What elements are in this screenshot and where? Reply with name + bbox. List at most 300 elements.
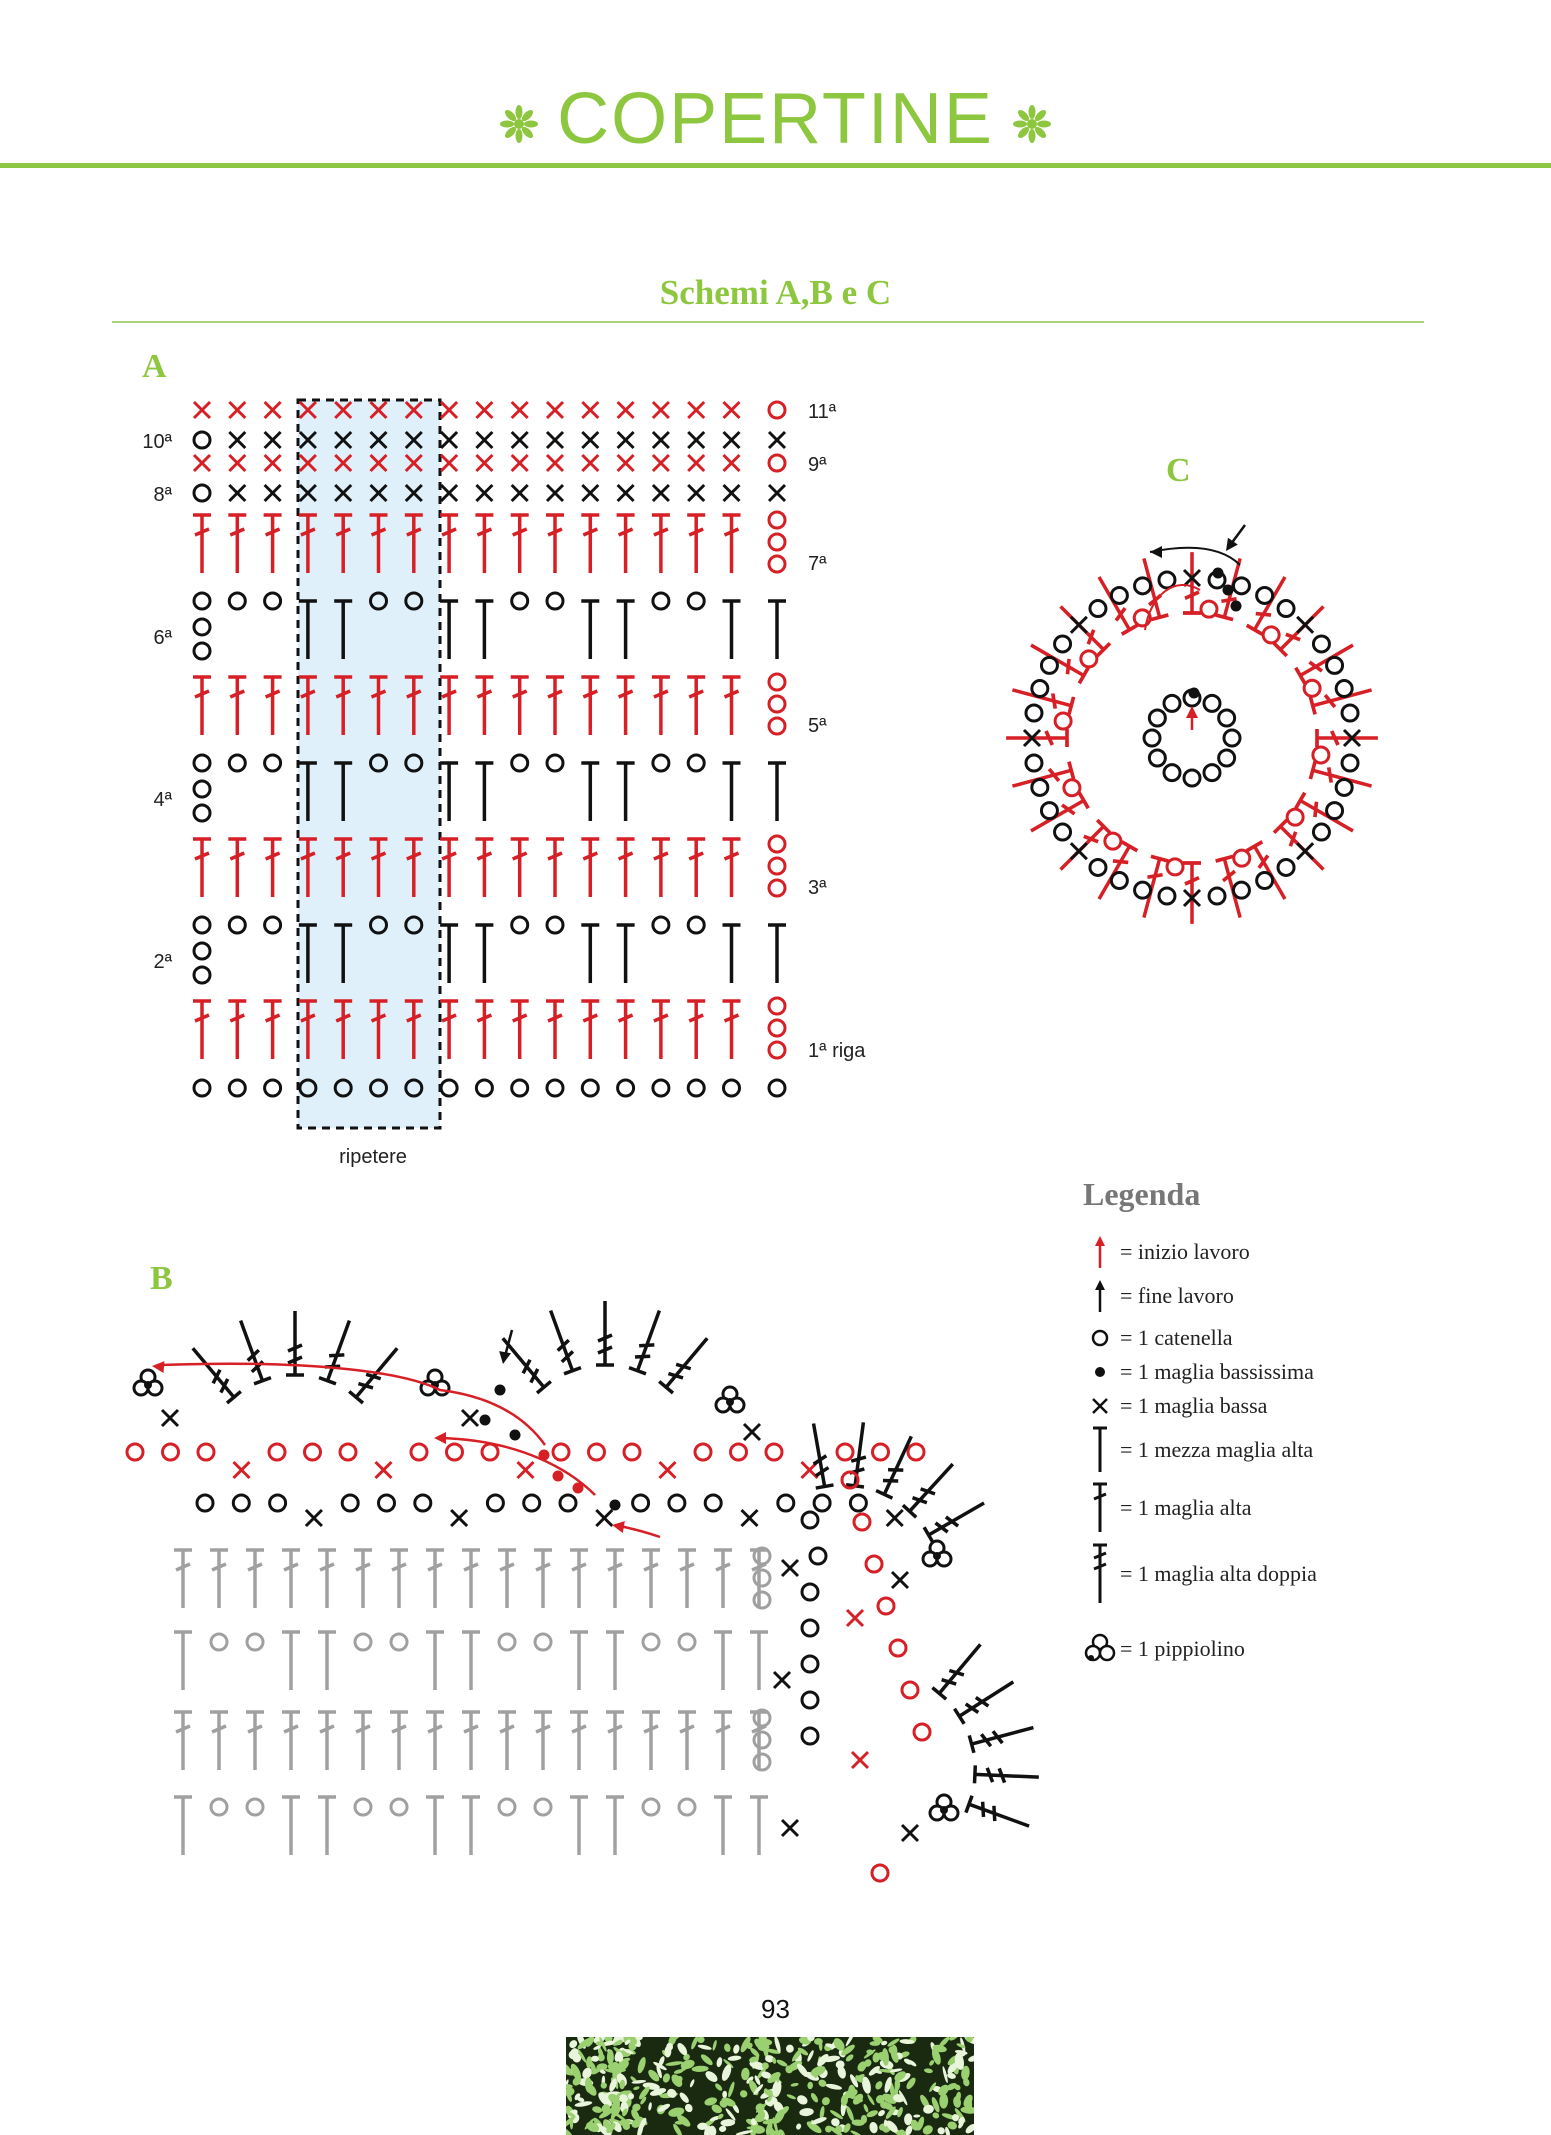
single-crochet-x bbox=[441, 432, 457, 448]
single-crochet-x bbox=[476, 485, 492, 501]
double-crochet bbox=[210, 1712, 228, 1770]
legend-label: = 1 maglia bassa bbox=[1120, 1393, 1268, 1418]
single-crochet-x bbox=[724, 485, 740, 501]
double-crochet bbox=[498, 1550, 516, 1608]
single-crochet-x bbox=[306, 1510, 322, 1526]
chain-stitch bbox=[902, 1682, 918, 1698]
red-arrow-icon bbox=[1186, 706, 1198, 718]
double-crochet bbox=[581, 839, 599, 897]
chain-stitch bbox=[547, 593, 563, 609]
single-crochet-x bbox=[1297, 617, 1313, 633]
row-label-right: 7ª bbox=[808, 553, 827, 575]
chain-stitch bbox=[802, 1656, 818, 1672]
single-crochet-x bbox=[229, 402, 245, 418]
double-crochet bbox=[570, 1550, 588, 1608]
chain-stitch bbox=[415, 1495, 431, 1511]
chain-stitch bbox=[908, 1444, 924, 1460]
single-crochet-x bbox=[265, 455, 281, 471]
single-crochet-x bbox=[618, 455, 634, 471]
chain-stitch bbox=[1149, 750, 1165, 766]
chain-stitch bbox=[589, 1444, 605, 1460]
chain-stitch bbox=[1159, 572, 1175, 588]
chain-stitch bbox=[769, 455, 785, 471]
schema-c-letter: C bbox=[1166, 452, 1191, 489]
row-label-right: 3ª bbox=[808, 877, 827, 899]
double-crochet bbox=[723, 839, 741, 897]
chain-stitch bbox=[769, 1042, 785, 1058]
chain-stitch bbox=[1111, 873, 1127, 889]
chain-stitch bbox=[769, 674, 785, 690]
double-crochet bbox=[617, 677, 635, 735]
half-double-crochet bbox=[440, 601, 458, 659]
half-double-crochet bbox=[570, 1797, 588, 1855]
single-crochet-x bbox=[688, 432, 704, 448]
chain-stitch bbox=[754, 1754, 770, 1770]
double-crochet bbox=[534, 1712, 552, 1770]
knit-texture-image bbox=[566, 2037, 974, 2135]
chain-stitch bbox=[1257, 873, 1273, 889]
chain-stitch bbox=[1105, 833, 1121, 849]
double-crochet bbox=[511, 677, 529, 735]
legend-label: = 1 maglia bassissima bbox=[1120, 1359, 1314, 1384]
single-crochet-x bbox=[653, 485, 669, 501]
slip-stitch-dot bbox=[1231, 601, 1242, 612]
chain-stitch bbox=[1336, 681, 1352, 697]
chain-stitch bbox=[1313, 747, 1329, 763]
half-double-crochet bbox=[714, 1632, 732, 1690]
chain-stitch bbox=[1257, 587, 1273, 603]
chain-stitch bbox=[1336, 779, 1352, 795]
double-crochet bbox=[193, 1001, 211, 1059]
chain-stitch bbox=[229, 755, 245, 771]
chain-stitch bbox=[163, 1444, 179, 1460]
treble-crochet bbox=[659, 1332, 714, 1393]
double-crochet bbox=[354, 1712, 372, 1770]
treble-crochet bbox=[966, 1796, 1032, 1835]
slip-stitch-dot bbox=[510, 1430, 521, 1441]
double-crochet bbox=[264, 1001, 282, 1059]
single-crochet-x bbox=[688, 485, 704, 501]
half-double-crochet bbox=[581, 601, 599, 659]
chain-stitch bbox=[624, 1444, 640, 1460]
double-crochet bbox=[475, 515, 493, 573]
chain-stitch bbox=[229, 1080, 245, 1096]
single-crochet-x bbox=[265, 402, 281, 418]
chain-stitch bbox=[837, 1444, 853, 1460]
chain-stitch bbox=[194, 593, 210, 609]
chain-stitch bbox=[270, 1495, 286, 1511]
single-crochet-x bbox=[512, 455, 528, 471]
row-label-right: 11ª bbox=[808, 401, 837, 423]
slip-stitch-dot bbox=[495, 1385, 506, 1396]
double-crochet bbox=[440, 515, 458, 573]
chain-stitch bbox=[512, 1080, 528, 1096]
chain-stitch bbox=[1219, 710, 1235, 726]
chain-stitch bbox=[850, 1495, 866, 1511]
single-crochet-x bbox=[653, 455, 669, 471]
chain-stitch bbox=[194, 805, 210, 821]
chain-stitch bbox=[769, 880, 785, 896]
chain-stitch bbox=[1041, 803, 1057, 819]
chain-stitch bbox=[512, 917, 528, 933]
chain-stitch bbox=[499, 1634, 515, 1650]
treble-crochet bbox=[319, 1318, 358, 1384]
chain-stitch bbox=[1327, 657, 1343, 673]
chain-stitch bbox=[1064, 780, 1080, 796]
chain-stitch bbox=[754, 1732, 770, 1748]
chain-stitch bbox=[1164, 695, 1180, 711]
half-double-crochet bbox=[318, 1797, 336, 1855]
double-crochet bbox=[390, 1712, 408, 1770]
double-crochet bbox=[652, 515, 670, 573]
chain-stitch bbox=[1224, 730, 1240, 746]
chain-stitch bbox=[653, 917, 669, 933]
chain-stitch bbox=[633, 1495, 649, 1511]
chain-stitch bbox=[769, 512, 785, 528]
chain-stitch bbox=[778, 1495, 794, 1511]
legend-item bbox=[1080, 1276, 1234, 1316]
double-crochet-icon bbox=[1080, 1488, 1120, 1528]
chain-stitch bbox=[512, 593, 528, 609]
chain-stitch bbox=[305, 1444, 321, 1460]
single-crochet-x bbox=[194, 455, 210, 471]
chain-stitch bbox=[802, 1620, 818, 1636]
chain-stitch bbox=[535, 1799, 551, 1815]
half-double-crochet bbox=[282, 1797, 300, 1855]
slip-stitch-dot bbox=[1213, 568, 1224, 579]
chain-stitch bbox=[547, 755, 563, 771]
single-crochet-x bbox=[512, 432, 528, 448]
single-crochet-x bbox=[1071, 843, 1087, 859]
half-double-crochet-icon bbox=[1080, 1430, 1120, 1470]
legend-item bbox=[1080, 1554, 1317, 1594]
double-crochet bbox=[581, 1001, 599, 1059]
treble-crochet bbox=[969, 1719, 1035, 1753]
black-arrow-icon bbox=[1080, 1276, 1120, 1316]
chain-stitch bbox=[487, 1495, 503, 1511]
slip-stitch-dot bbox=[1189, 688, 1200, 699]
double-crochet bbox=[581, 515, 599, 573]
chain-stitch bbox=[653, 755, 669, 771]
double-crochet bbox=[652, 677, 670, 735]
picot-icon bbox=[1080, 1629, 1120, 1669]
chain-stitch bbox=[769, 696, 785, 712]
single-crochet-x bbox=[234, 1462, 250, 1478]
double-crochet bbox=[264, 839, 282, 897]
single-crochet-x bbox=[660, 1462, 676, 1478]
row-label-right: 9ª bbox=[808, 454, 827, 476]
chain-stitch bbox=[1204, 695, 1220, 711]
chain-stitch bbox=[1081, 651, 1097, 667]
single-crochet-x bbox=[887, 1510, 903, 1526]
title-text: COPERTINE bbox=[557, 79, 994, 159]
chain-stitch bbox=[688, 755, 704, 771]
slip-stitch-dot bbox=[1223, 585, 1234, 596]
red-work-path bbox=[440, 1438, 595, 1495]
chain-stitch bbox=[1234, 850, 1250, 866]
chain-stitch bbox=[724, 1080, 740, 1096]
chain-stitch bbox=[194, 967, 210, 983]
chain-stitch bbox=[688, 917, 704, 933]
treble-crochet bbox=[975, 1765, 1040, 1786]
chain-stitch bbox=[705, 1495, 721, 1511]
half-double-crochet bbox=[282, 1632, 300, 1690]
chain-stitch bbox=[194, 485, 210, 501]
chain-stitch bbox=[1263, 627, 1279, 643]
single-crochet-x bbox=[782, 1820, 798, 1836]
double-crochet bbox=[687, 515, 705, 573]
single-crochet-x bbox=[451, 1510, 467, 1526]
double-crochet bbox=[723, 677, 741, 735]
double-crochet bbox=[228, 677, 246, 735]
single-crochet-x bbox=[441, 402, 457, 418]
chain-stitch bbox=[1041, 657, 1057, 673]
double-crochet bbox=[642, 1712, 660, 1770]
double-crochet bbox=[475, 839, 493, 897]
half-double-crochet bbox=[606, 1632, 624, 1690]
double-crochet bbox=[318, 1550, 336, 1608]
row-label-left: 10ª bbox=[142, 431, 172, 453]
single-crochet-x bbox=[441, 455, 457, 471]
double-crochet bbox=[581, 677, 599, 735]
treble-crochet bbox=[542, 1308, 581, 1374]
treble-crochet bbox=[924, 1495, 988, 1543]
half-double-crochet bbox=[462, 1797, 480, 1855]
double-crochet bbox=[546, 839, 564, 897]
double-crochet bbox=[264, 677, 282, 735]
double-crochet bbox=[642, 1550, 660, 1608]
double-crochet bbox=[228, 839, 246, 897]
single-crochet-x bbox=[742, 1510, 758, 1526]
single-crochet-x bbox=[744, 1424, 760, 1440]
chain-stitch bbox=[512, 755, 528, 771]
legend-title: Legenda bbox=[1083, 1176, 1201, 1212]
half-double-crochet bbox=[617, 925, 635, 983]
single-crochet-x bbox=[852, 1752, 868, 1768]
chain-stitch bbox=[1167, 859, 1183, 875]
single-crochet-x bbox=[476, 455, 492, 471]
single-crochet-x bbox=[688, 402, 704, 418]
chain-stitch bbox=[653, 593, 669, 609]
chain-stitch bbox=[754, 1592, 770, 1608]
double-crochet bbox=[511, 839, 529, 897]
double-crochet bbox=[606, 1550, 624, 1608]
double-crochet bbox=[498, 1712, 516, 1770]
single-crochet-x bbox=[582, 432, 598, 448]
chain-stitch bbox=[1135, 882, 1151, 898]
chain-stitch bbox=[265, 1080, 281, 1096]
half-double-crochet bbox=[723, 925, 741, 983]
double-crochet bbox=[462, 1550, 480, 1608]
half-double-crochet bbox=[440, 925, 458, 983]
section-subtitle: Schemi A,B e C bbox=[659, 273, 892, 312]
chain-stitch bbox=[547, 917, 563, 933]
picot bbox=[716, 1387, 744, 1412]
chain-stitch bbox=[731, 1444, 747, 1460]
chain-stitch bbox=[340, 1444, 356, 1460]
double-crochet bbox=[193, 677, 211, 735]
double-crochet bbox=[193, 515, 211, 573]
double-crochet bbox=[354, 1550, 372, 1608]
double-crochet bbox=[440, 677, 458, 735]
double-crochet bbox=[246, 1712, 264, 1770]
schema-a-grid bbox=[193, 402, 786, 1096]
single-crochet-x bbox=[596, 1510, 612, 1526]
double-crochet bbox=[570, 1712, 588, 1770]
half-double-crochet bbox=[723, 763, 741, 821]
chain-stitch bbox=[582, 1080, 598, 1096]
chain-stitch bbox=[1278, 859, 1294, 875]
row-label-left: 4ª bbox=[153, 789, 172, 811]
single-crochet-x bbox=[229, 485, 245, 501]
schema-a-letter: A bbox=[142, 348, 167, 385]
single-crochet-x bbox=[582, 402, 598, 418]
single-crochet-x bbox=[774, 1672, 790, 1688]
double-crochet bbox=[606, 1712, 624, 1770]
chain-stitch bbox=[127, 1444, 143, 1460]
chain-stitch bbox=[1159, 888, 1175, 904]
chain-stitch bbox=[441, 1080, 457, 1096]
chain-stitch bbox=[890, 1640, 906, 1656]
schema-b-border bbox=[127, 1301, 1039, 1881]
repeat-area bbox=[298, 400, 440, 1128]
chain-stitch bbox=[247, 1634, 263, 1650]
legend-label: = 1 maglia alta doppia bbox=[1120, 1561, 1317, 1586]
half-double-crochet bbox=[426, 1797, 444, 1855]
double-crochet bbox=[687, 677, 705, 735]
double-crochet bbox=[246, 1550, 264, 1608]
half-double-crochet bbox=[174, 1632, 192, 1690]
chain-stitch bbox=[194, 755, 210, 771]
chain-stitch bbox=[194, 619, 210, 635]
chain-stitch bbox=[1304, 680, 1320, 696]
double-crochet bbox=[440, 839, 458, 897]
double-crochet bbox=[426, 1550, 444, 1608]
picot bbox=[134, 1370, 162, 1395]
double-crochet bbox=[426, 1712, 444, 1770]
chain-stitch bbox=[1204, 765, 1220, 781]
half-double-crochet bbox=[581, 925, 599, 983]
single-crochet-x bbox=[194, 402, 210, 418]
chain-stitch bbox=[769, 718, 785, 734]
chain-stitch bbox=[553, 1444, 569, 1460]
picot bbox=[923, 1541, 951, 1566]
single-crochet-x bbox=[724, 432, 740, 448]
arrow-head bbox=[1150, 546, 1162, 558]
chain-stitch bbox=[695, 1444, 711, 1460]
half-double-crochet bbox=[475, 763, 493, 821]
chain-stitch bbox=[1090, 859, 1106, 875]
schema-b-letter: B bbox=[150, 1260, 173, 1297]
chain-stitch bbox=[1342, 705, 1358, 721]
double-crochet bbox=[546, 677, 564, 735]
half-double-crochet bbox=[768, 601, 786, 659]
chain-stitch bbox=[355, 1799, 371, 1815]
double-crochet bbox=[264, 515, 282, 573]
chain-stitch bbox=[198, 1444, 214, 1460]
chain-stitch bbox=[766, 1444, 782, 1460]
double-crochet bbox=[475, 677, 493, 735]
chain-stitch bbox=[854, 1514, 870, 1530]
single-crochet-x bbox=[229, 432, 245, 448]
single-crochet-x bbox=[769, 485, 785, 501]
single-crochet-x bbox=[476, 402, 492, 418]
double-crochet bbox=[534, 1550, 552, 1608]
single-crochet-x bbox=[547, 455, 563, 471]
chain-stitch bbox=[269, 1444, 285, 1460]
slip-stitch-dot bbox=[553, 1471, 564, 1482]
chain-stitch bbox=[247, 1799, 263, 1815]
single-crochet-x bbox=[618, 402, 634, 418]
single-crochet-x bbox=[582, 485, 598, 501]
single-crochet-x bbox=[265, 485, 281, 501]
chain-stitch bbox=[194, 1080, 210, 1096]
single-crochet-x bbox=[376, 1462, 392, 1478]
chain-stitch bbox=[769, 534, 785, 550]
row-label-left: 6ª bbox=[153, 627, 172, 649]
single-crochet-x bbox=[724, 455, 740, 471]
legend-item bbox=[1080, 1232, 1250, 1272]
chain-stitch bbox=[1032, 779, 1048, 795]
single-crochet-x bbox=[688, 455, 704, 471]
chain-stitch bbox=[547, 1080, 563, 1096]
legend-item bbox=[1080, 1629, 1245, 1669]
chain-stitch bbox=[411, 1444, 427, 1460]
single-crochet-x bbox=[476, 432, 492, 448]
double-crochet bbox=[511, 1001, 529, 1059]
half-double-crochet bbox=[475, 601, 493, 659]
chain-stitch bbox=[524, 1495, 540, 1511]
schema-a-labels bbox=[142, 401, 866, 1062]
chain-stitch bbox=[211, 1799, 227, 1815]
treble-crochet bbox=[955, 1674, 1019, 1724]
chain-stitch bbox=[482, 1444, 498, 1460]
chain-stitch bbox=[1149, 710, 1165, 726]
single-crochet-x bbox=[724, 402, 740, 418]
legend-label: = 1 catenella bbox=[1120, 1325, 1233, 1350]
half-double-crochet bbox=[475, 925, 493, 983]
half-double-crochet bbox=[462, 1632, 480, 1690]
arrow-head bbox=[611, 1519, 625, 1533]
row-label-right: 1ª riga bbox=[808, 1040, 866, 1062]
double-crochet bbox=[174, 1712, 192, 1770]
single-crochet-x bbox=[512, 485, 528, 501]
chain-stitch bbox=[1209, 888, 1225, 904]
chain-stitch bbox=[802, 1692, 818, 1708]
chain-stitch bbox=[643, 1799, 659, 1815]
half-double-crochet bbox=[768, 763, 786, 821]
half-double-crochet bbox=[426, 1632, 444, 1690]
chain-stitch bbox=[866, 1556, 882, 1572]
half-double-crochet bbox=[318, 1632, 336, 1690]
single-crochet-x bbox=[847, 1610, 863, 1626]
double-crochet bbox=[440, 1001, 458, 1059]
chain-stitch bbox=[769, 858, 785, 874]
double-crochet bbox=[678, 1550, 696, 1608]
double-crochet bbox=[723, 515, 741, 573]
legend-item bbox=[1080, 1488, 1252, 1528]
single-crochet-x bbox=[441, 485, 457, 501]
single-crochet-x bbox=[1071, 617, 1087, 633]
single-crochet-x bbox=[462, 1410, 478, 1426]
half-double-crochet bbox=[617, 601, 635, 659]
double-crochet bbox=[723, 1001, 741, 1059]
chain-stitch bbox=[560, 1495, 576, 1511]
chain-stitch bbox=[1026, 755, 1042, 771]
single-crochet-x bbox=[265, 432, 281, 448]
double-crochet bbox=[714, 1550, 732, 1608]
chain-stitch bbox=[878, 1598, 894, 1614]
